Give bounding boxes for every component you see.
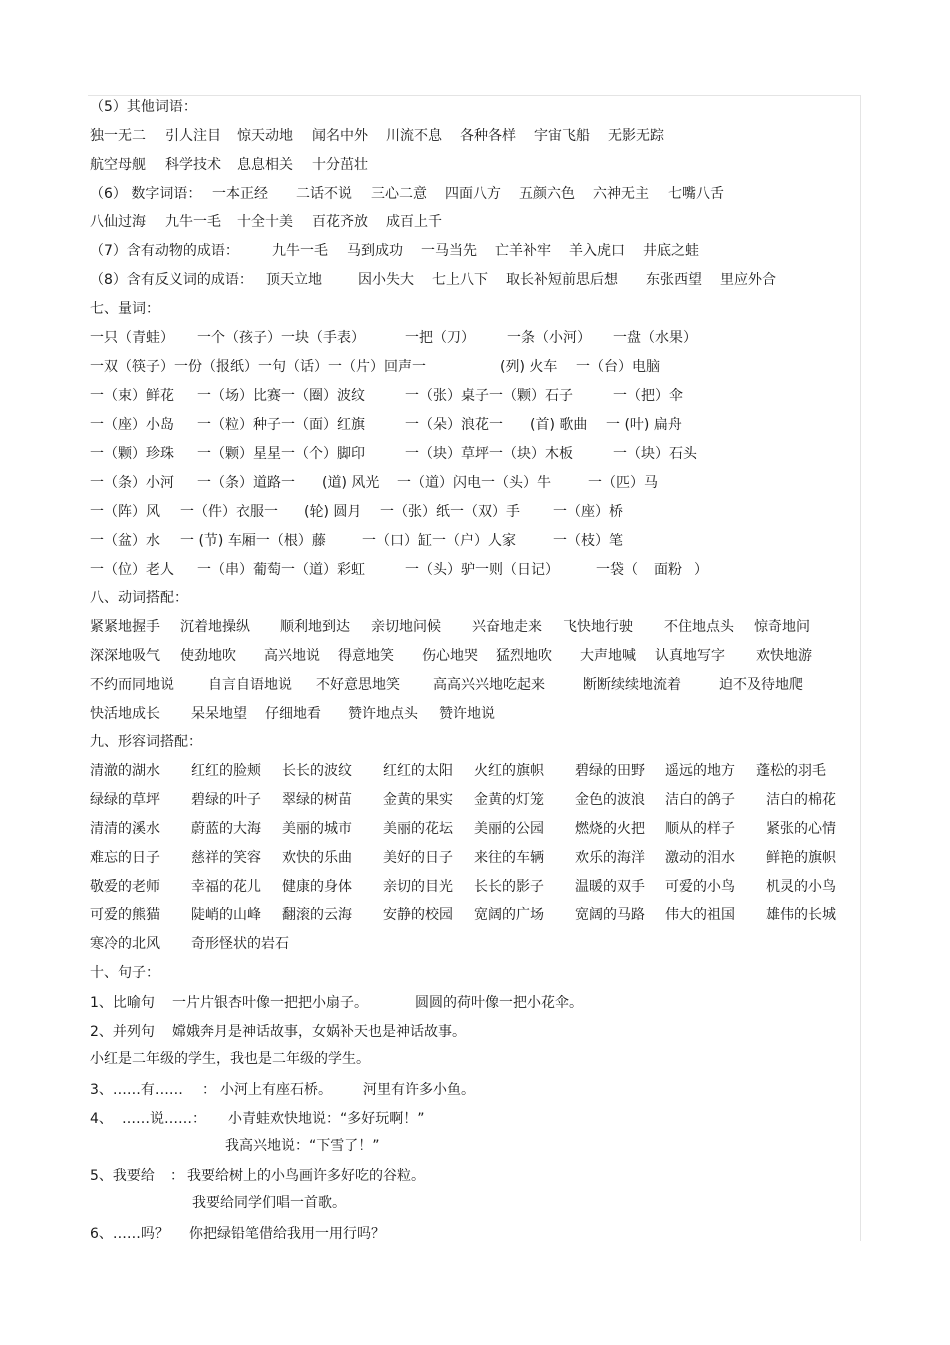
phrase-item: 沉着地操纵 [180, 619, 250, 635]
phrase-item: 不约而同地说 [90, 677, 174, 693]
measure-item: 一（张）纸一（双）手 [380, 504, 520, 520]
phrase-item: 红红的太阳 [383, 763, 453, 779]
sentence-label: 4、 [90, 1111, 113, 1127]
phrase-item: 呆呆地望 [191, 706, 247, 722]
phrase-item: 欢乐的海洋 [575, 850, 645, 866]
sentence-label: 5、我要给 [90, 1168, 155, 1184]
measure-item: 一（盆）水 [90, 533, 160, 549]
phrase-item: 敬爱的老师 [90, 879, 160, 895]
other-words-heading: （5）其他词语： [90, 99, 197, 115]
measure-item: 一袋（ [596, 562, 638, 578]
phrase-item: 蓬松的羽毛 [756, 763, 826, 779]
word-item: 航空母舰 [90, 157, 146, 173]
word-item: 顶天立地 [266, 272, 322, 288]
phrase-item: 雄伟的长城 [766, 907, 836, 923]
measure-item: 一（串）葡萄一（道）彩虹 [197, 562, 365, 578]
word-item: 闻名中外 [312, 128, 368, 144]
phrase-item: 使劲地吹 [180, 648, 236, 664]
word-item: 一本正经 [212, 186, 268, 202]
phrase-item: 火红的旗帜 [474, 763, 544, 779]
sentence-text: 圆圆的荷叶像一把小花伞。 [415, 995, 583, 1011]
sentence-text: 小红是二年级的学生，我也是二年级的学生。 [90, 1051, 370, 1067]
phrase-item: 赞许地说 [439, 706, 495, 722]
sentence-colon: ： [202, 1082, 216, 1098]
adjective-phrases-heading: 九、形容词搭配： [90, 734, 202, 750]
sentence-label: 2、并列句 [90, 1024, 155, 1040]
phrase-item: 伤心地哭 [422, 648, 478, 664]
phrase-item: 温暖的双手 [575, 879, 645, 895]
phrase-item: 来往的车辆 [474, 850, 544, 866]
phrase-item: 陡峭的山峰 [191, 907, 261, 923]
word-item: 十分茁壮 [312, 157, 368, 173]
word-item: 因小失大 [358, 272, 414, 288]
measure-item: 一（粒）种子一（面）红旗 [197, 417, 365, 433]
measure-words-heading: 七、量词： [90, 301, 160, 317]
phrase-item: 顺利地到达 [280, 619, 350, 635]
measure-item: 一（道）闪电一（头）牛 [397, 475, 551, 491]
measure-item: 一条（小河） [507, 330, 591, 346]
phrase-item: 碧绿的田野 [575, 763, 645, 779]
number-idioms-label: （6） 数字词语： [90, 186, 202, 202]
measure-item: 一（条）道路一 [197, 475, 295, 491]
measure-item: 一（块）石头 [613, 446, 697, 462]
word-item: 独一无二 [90, 128, 146, 144]
phrase-item: 健康的身体 [282, 879, 352, 895]
measure-item: 一 (叶) 扁舟 [606, 417, 682, 433]
sentence-colon: ： [170, 1168, 184, 1184]
phrase-item: 蔚蓝的大海 [191, 821, 261, 837]
phrase-item: 金色的波浪 [575, 792, 645, 808]
phrase-item: 慈祥的笑容 [191, 850, 261, 866]
phrase-item: 深深地吸气 [90, 648, 160, 664]
word-item: 四面八方 [445, 186, 501, 202]
phrase-item: 大声地喊 [580, 648, 636, 664]
phrase-item: 赞许地点头 [348, 706, 418, 722]
sentence-label: 3、……有…… [90, 1082, 183, 1098]
phrase-item: 鲜艳的旗帜 [766, 850, 836, 866]
word-item: 七上八下 [432, 272, 488, 288]
phrase-item: 紧张的心情 [766, 821, 836, 837]
word-item: 成百上千 [386, 214, 442, 230]
phrase-item: 惊奇地问 [754, 619, 810, 635]
phrase-item: 亲切的目光 [383, 879, 453, 895]
word-item: 六神无主 [593, 186, 649, 202]
word-item: 息息相关 [237, 157, 293, 173]
phrase-item: 燃烧的火把 [575, 821, 645, 837]
measure-item: 一（匹）马 [588, 475, 658, 491]
antonym-idioms-label: （8）含有反义词的成语： [90, 272, 253, 288]
phrase-item: 欢快的乐曲 [282, 850, 352, 866]
measure-item: 一盘（水果） [613, 330, 697, 346]
phrase-item: 紧紧地握手 [90, 619, 160, 635]
measure-item: 一个（孩子）一块（手表） [197, 330, 365, 346]
measure-item: 面粉 [654, 562, 682, 578]
phrase-item: 美丽的公园 [474, 821, 544, 837]
measure-item: 一（场）比赛一（圈）波纹 [197, 388, 365, 404]
measure-item: 一（束）鲜花 [90, 388, 174, 404]
measure-item: 一（座）桥 [553, 504, 623, 520]
phrase-item: 长长的影子 [474, 879, 544, 895]
word-item: 九牛一毛 [165, 214, 221, 230]
sentence-text: 我要给树上的小鸟画许多好吃的谷粒。 [187, 1168, 425, 1184]
word-item: 二话不说 [296, 186, 352, 202]
measure-item: 一（头）驴一则（日记） [405, 562, 559, 578]
word-item: 百花齐放 [312, 214, 368, 230]
phrase-item: 美丽的花坛 [383, 821, 453, 837]
measure-item: 一（口）缸一（户）人家 [362, 533, 516, 549]
word-item: 里应外合 [720, 272, 776, 288]
word-item: 无影无踪 [608, 128, 664, 144]
measure-item: (列) 火车 [500, 359, 558, 375]
sentence-text: 小青蛙欢快地说：“多好玩啊！” [228, 1111, 425, 1127]
measure-item: 一（件）衣服一 [180, 504, 278, 520]
phrase-item: 高高兴兴地吃起来 [433, 677, 545, 693]
phrase-item: 翻滚的云海 [282, 907, 352, 923]
phrase-item: 断断续续地流着 [583, 677, 681, 693]
sentences-heading: 十、句子： [90, 965, 160, 981]
phrase-item: 清清的溪水 [90, 821, 160, 837]
sentence-text: 河里有许多小鱼。 [363, 1082, 475, 1098]
phrase-item: 亲切地问候 [371, 619, 441, 635]
word-item: 井底之蛙 [643, 243, 699, 259]
phrase-item: 可爱的小鸟 [665, 879, 735, 895]
word-item: 东张西望 [646, 272, 702, 288]
phrase-item: 仔细地看 [265, 706, 321, 722]
word-item: 八仙过海 [90, 214, 146, 230]
phrase-item: 洁白的棉花 [766, 792, 836, 808]
measure-item: 一（张）桌子一（颗）石子 [405, 388, 573, 404]
measure-item: 一（把）伞 [613, 388, 683, 404]
word-item: 马到成功 [347, 243, 403, 259]
measure-item: 一（颗）星星一（个）脚印 [197, 446, 365, 462]
phrase-item: 绿绿的草坪 [90, 792, 160, 808]
phrase-item: 碧绿的叶子 [191, 792, 261, 808]
measure-item: 一只（青蛙） [90, 330, 174, 346]
phrase-item: 难忘的日子 [90, 850, 160, 866]
phrase-item: 金黄的灯笼 [474, 792, 544, 808]
word-item: 七嘴八舌 [668, 186, 724, 202]
phrase-item: 奇形怪状的岩石 [191, 936, 289, 952]
sentence-text: 嫦娥奔月是神话故事，女娲补天也是神话故事。 [172, 1024, 466, 1040]
measure-item: 一（块）草坪一（块）木板 [405, 446, 573, 462]
measure-item: 一（台）电脑 [576, 359, 660, 375]
word-item: 取长补短前思后想 [506, 272, 618, 288]
measure-item: 一（条）小河 [90, 475, 174, 491]
phrase-item: 遥远的地方 [665, 763, 735, 779]
word-item: 羊入虎口 [569, 243, 625, 259]
measure-item: (首) 歌曲 [530, 417, 588, 433]
phrase-item: 兴奋地走来 [472, 619, 542, 635]
phrase-item: 认真地写字 [655, 648, 725, 664]
sentence-pattern: ……说……： [122, 1111, 206, 1127]
word-item: 十全十美 [237, 214, 293, 230]
phrase-item: 快活地成长 [90, 706, 160, 722]
sentence-text: 小河上有座石桥。 [220, 1082, 332, 1098]
phrase-item: 幸福的花儿 [191, 879, 261, 895]
word-item: 九牛一毛 [272, 243, 328, 259]
phrase-item: 洁白的鸽子 [665, 792, 735, 808]
phrase-item: 自言自语地说 [208, 677, 292, 693]
sentence-label: 1、比喻句 [90, 995, 155, 1011]
phrase-item: 猛烈地吹 [496, 648, 552, 664]
word-item: 五颜六色 [519, 186, 575, 202]
phrase-item: 清澈的湖水 [90, 763, 160, 779]
phrase-item: 迫不及待地爬 [719, 677, 803, 693]
phrase-item: 宽阔的广场 [474, 907, 544, 923]
sentence-label: 6、……吗？ [90, 1226, 169, 1242]
word-item: 三心二意 [371, 186, 427, 202]
word-item: 各种各样 [460, 128, 516, 144]
phrase-item: 美丽的城市 [282, 821, 352, 837]
phrase-item: 机灵的小鸟 [766, 879, 836, 895]
phrase-item: 欢快地游 [756, 648, 812, 664]
phrase-item: 红红的脸颊 [191, 763, 261, 779]
phrase-item: 顺从的样子 [665, 821, 735, 837]
measure-item: (轮) 圆月 [304, 504, 362, 520]
word-item: 科学技术 [165, 157, 221, 173]
word-item: 亡羊补牢 [495, 243, 551, 259]
measure-item: 一（枝）笔 [553, 533, 623, 549]
measure-item: 一（朵）浪花一 [405, 417, 503, 433]
word-item: 一马当先 [421, 243, 477, 259]
phrase-item: 不住地点头 [664, 619, 734, 635]
measure-item: 一双（筷子）一份（报纸）一句（话）一（片）回声一 [90, 359, 426, 375]
verb-phrases-heading: 八、动词搭配： [90, 590, 188, 606]
word-item: 宇宙飞船 [534, 128, 590, 144]
phrase-item: 飞快地行驶 [563, 619, 633, 635]
measure-item: 一（阵）风 [90, 504, 160, 520]
phrase-item: 金黄的果实 [383, 792, 453, 808]
phrase-item: 伟大的祖国 [665, 907, 735, 923]
sentence-text: 我高兴地说：“下雪了！” [225, 1138, 380, 1154]
phrase-item: 寒冷的北风 [90, 936, 160, 952]
phrase-item: 激动的泪水 [665, 850, 735, 866]
phrase-item: 不好意思地笑 [316, 677, 400, 693]
sentence-text: 我要给同学们唱一首歌。 [192, 1195, 346, 1211]
phrase-item: 长长的波纹 [282, 763, 352, 779]
phrase-item: 高兴地说 [264, 648, 320, 664]
measure-item: ） [694, 562, 708, 578]
measure-item: 一（位）老人 [90, 562, 174, 578]
sentence-text: 你把绿铅笔借给我用一用行吗？ [189, 1226, 385, 1242]
word-item: 引人注目 [165, 128, 221, 144]
measure-item: 一（座）小岛 [90, 417, 174, 433]
measure-item: (道) 风光 [322, 475, 380, 491]
phrase-item: 美好的日子 [383, 850, 453, 866]
phrase-item: 可爱的熊猫 [90, 907, 160, 923]
sentence-text: 一片片银杏叶像一把把小扇子。 [172, 995, 368, 1011]
word-item: 川流不息 [386, 128, 442, 144]
measure-item: 一 (节) 车厢一（根）藤 [180, 533, 326, 549]
phrase-item: 安静的校园 [383, 907, 453, 923]
measure-item: 一（颗）珍珠 [90, 446, 174, 462]
phrase-item: 翠绿的树苗 [282, 792, 352, 808]
animal-idioms-label: （7）含有动物的成语： [90, 243, 239, 259]
measure-item: 一把（刀） [405, 330, 475, 346]
phrase-item: 宽阔的马路 [575, 907, 645, 923]
word-item: 惊天动地 [237, 128, 293, 144]
phrase-item: 得意地笑 [338, 648, 394, 664]
